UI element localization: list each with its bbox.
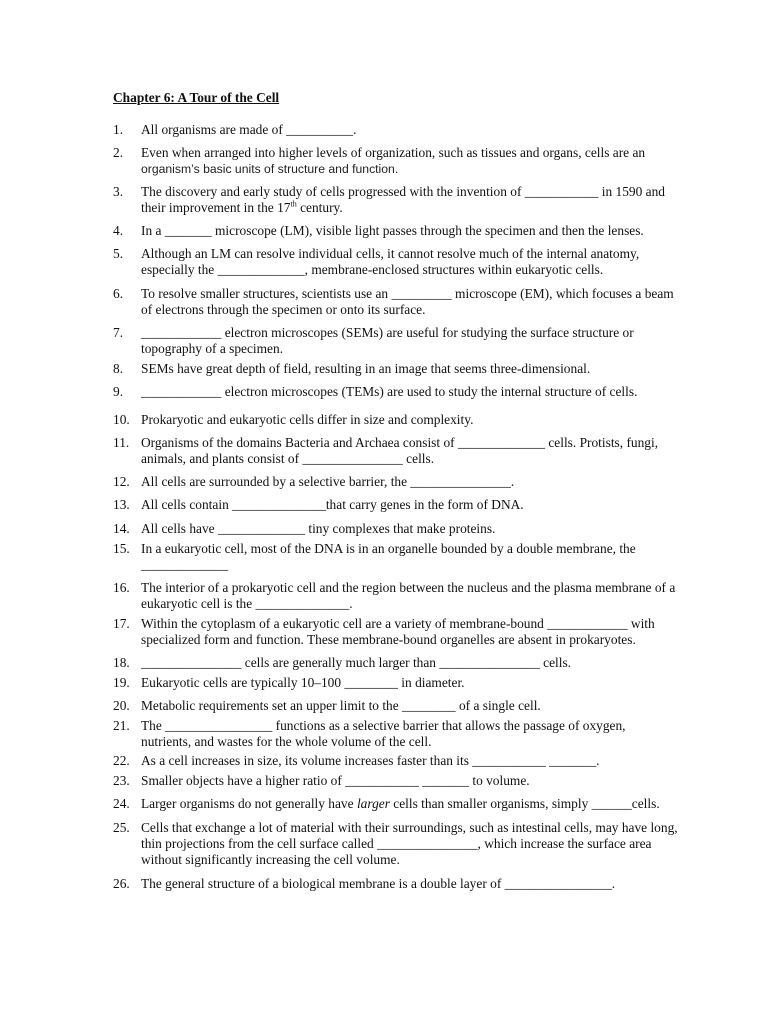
question-3 [113, 184, 703, 216]
question-10 [113, 412, 703, 428]
question-number: 3. [113, 184, 124, 199]
question-text: specialized form and function. These membrane-bound organelles are absent in prokaryotes. [141, 632, 636, 647]
question-text: In a _______ microscope (LM), visible light passes through the specimen and then the lenses. [141, 223, 644, 238]
question-19 [113, 675, 703, 691]
question-number: 21. [113, 718, 130, 733]
question-text: All organisms are made of __________. [141, 122, 357, 137]
question-text: To resolve smaller structures, scientists use an _________ microscope (EM), which focuses a beam [141, 286, 674, 301]
question-text: thin projections from the cell surface called _______________, which increase the surface area [141, 836, 652, 851]
question-text: Although an LM can resolve individual cells, it cannot resolve much of the internal anatomy, [141, 246, 640, 261]
question-6 [113, 286, 703, 318]
question-21 [113, 718, 703, 750]
question-text: Even when arranged into higher levels of organization, such as tissues and organs, cells are an [141, 145, 646, 160]
question-13 [113, 497, 703, 513]
question-text: organism’s basic units of structure and function. [141, 162, 399, 176]
question-text: topography of a specimen. [141, 341, 284, 356]
question-text: Eukaryotic cells are typically 10–100 ________ in diameter. [141, 675, 465, 690]
question-16 [113, 580, 703, 612]
question-text: The discovery and early study of cells progressed with the invention of ___________ in 1590 and [141, 184, 665, 199]
question-11 [113, 435, 703, 467]
question-7 [113, 325, 703, 357]
question-number: 10. [113, 412, 130, 427]
question-number: 1. [113, 122, 124, 137]
emphasis-text: larger [356, 796, 390, 811]
question-25 [113, 820, 703, 868]
question-number: 7. [113, 325, 124, 340]
question-9 [113, 384, 703, 400]
question-number: 15. [113, 541, 130, 556]
question-number: 13. [113, 497, 130, 512]
question-number: 20. [113, 698, 130, 713]
question-text-line [141, 200, 703, 216]
question-text: All cells contain ______________that carry genes in the form of DNA. [141, 497, 524, 512]
question-text: _____________ [141, 557, 229, 572]
question-17 [113, 616, 703, 648]
question-text-line [141, 796, 703, 812]
question-8 [113, 361, 703, 377]
question-text: Cells that exchange a lot of material with their surroundings, such as intestinal cells, may have long, [141, 820, 678, 835]
question-text: nutrients, and wastes for the whole volume of the cell. [141, 734, 432, 749]
question-text: of electrons through the specimen or onto its surface. [141, 302, 426, 317]
question-text: cells than smaller organisms, simply ______cells. [389, 796, 660, 811]
question-number: 17. [113, 616, 130, 631]
question-text: without significantly increasing the cell volume. [141, 852, 400, 867]
question-text: animals, and plants consist of _______________ cells. [141, 451, 435, 466]
question-18 [113, 655, 703, 671]
question-number: 5. [113, 246, 124, 261]
question-number: 6. [113, 286, 124, 301]
question-number: 18. [113, 655, 130, 670]
question-number: 9. [113, 384, 124, 399]
question-number: 8. [113, 361, 124, 376]
question-text: Organisms of the domains Bacteria and Archaea consist of _____________ cells. Protists, fungi, [141, 435, 659, 450]
question-number: 24. [113, 796, 130, 811]
question-number: 22. [113, 753, 130, 768]
question-4 [113, 223, 703, 239]
question-text: As a cell increases in size, its volume increases faster than its ___________ _______. [141, 753, 600, 768]
question-text: ____________ electron microscopes (SEMs) are useful for studying the surface structure or [141, 325, 634, 340]
question-text: especially the _____________, membrane-enclosed structures within eukaryotic cells. [141, 262, 604, 277]
question-text: All cells are surrounded by a selective barrier, the _______________. [141, 474, 515, 489]
question-text: ____________ electron microscopes (TEMs) are used to study the internal structure of cells. [141, 384, 638, 399]
question-text: The interior of a prokaryotic cell and the region between the nucleus and the plasma membrane of a [141, 580, 676, 595]
question-20 [113, 698, 703, 714]
superscript: th [290, 199, 297, 209]
question-26 [113, 876, 703, 892]
question-text: All cells have _____________ tiny complexes that make proteins. [141, 521, 496, 536]
question-15 [113, 541, 703, 573]
question-number: 2. [113, 145, 124, 160]
question-number: 4. [113, 223, 124, 238]
question-5 [113, 246, 703, 278]
question-text: Larger organisms do not generally have [141, 796, 357, 811]
question-number: 23. [113, 773, 130, 788]
question-2 [113, 145, 703, 177]
question-number: 16. [113, 580, 130, 595]
question-number: 11. [113, 435, 130, 450]
question-text: _______________ cells are generally much larger than _______________ cells. [141, 655, 572, 670]
question-text: their improvement in the 17 [141, 200, 291, 215]
question-23 [113, 773, 703, 789]
question-12 [113, 474, 703, 490]
page-title: Chapter 6: A Tour of the Cell [113, 90, 280, 105]
question-text: The ________________ functions as a selective barrier that allows the passage of oxygen, [141, 718, 626, 733]
question-number: 12. [113, 474, 130, 489]
question-text: Metabolic requirements set an upper limit to the ________ of a single cell. [141, 698, 541, 713]
question-22 [113, 753, 703, 769]
question-text: The general structure of a biological membrane is a double layer of ________________. [141, 876, 616, 891]
question-number: 14. [113, 521, 130, 536]
question-text: SEMs have great depth of field, resulting in an image that seems three-dimensional. [141, 361, 591, 376]
question-number: 25. [113, 820, 130, 835]
question-text: Smaller objects have a higher ratio of ___________ _______ to volume. [141, 773, 530, 788]
question-text: Prokaryotic and eukaryotic cells differ in size and complexity. [141, 412, 474, 427]
question-number: 19. [113, 675, 130, 690]
question-number: 26. [113, 876, 130, 891]
question-24 [113, 796, 703, 812]
question-1 [113, 122, 703, 138]
question-text: eukaryotic cell is the ______________. [141, 596, 353, 611]
question-text: century. [296, 200, 343, 215]
question-text: In a eukaryotic cell, most of the DNA is in an organelle bounded by a double membrane, the [141, 541, 636, 556]
question-text: Within the cytoplasm of a eukaryotic cell are a variety of membrane-bound ____________ with [141, 616, 655, 631]
question-14 [113, 521, 703, 537]
